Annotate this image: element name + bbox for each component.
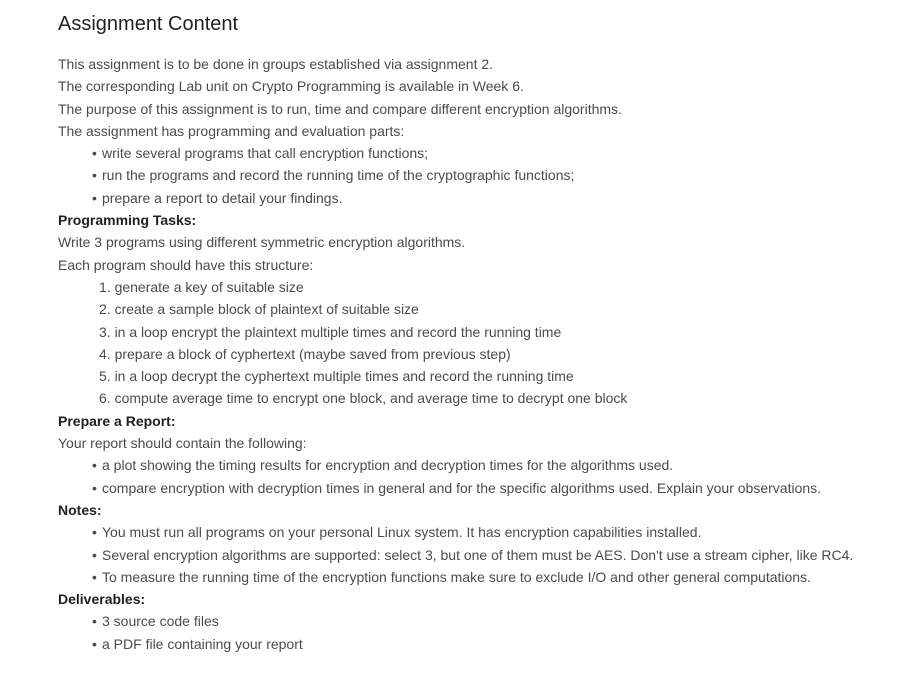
list-item-text: write several programs that call encryption functions; bbox=[102, 145, 429, 162]
steps-list bbox=[58, 276, 919, 410]
list-item bbox=[92, 477, 872, 499]
programming-line: Each program should have this structure: bbox=[58, 256, 314, 273]
list-item-text: 3 source code files bbox=[102, 613, 219, 630]
list-item-text: a PDF file containing your report bbox=[102, 635, 303, 652]
notes-heading: Notes: bbox=[58, 501, 102, 518]
step-item: 6. compute average time to encrypt one block, and average time to decrypt one block bbox=[99, 390, 628, 407]
list-item bbox=[92, 521, 872, 543]
list-item-text: To measure the running time of the encryption functions make sure to exclude I/O and other general computations. bbox=[102, 568, 811, 585]
bullet-icon: • bbox=[92, 546, 97, 563]
step-item: 2. create a sample block of plaintext of suitable size bbox=[99, 301, 419, 318]
bullet-icon: • bbox=[92, 457, 97, 474]
list-item bbox=[92, 544, 872, 566]
bullet-icon: • bbox=[92, 189, 97, 206]
page-title: Assignment Content bbox=[58, 13, 239, 35]
bullet-icon: • bbox=[92, 635, 97, 652]
list-item-text: a plot showing the timing results for encryption and decryption times for the algorithms used. bbox=[102, 457, 674, 474]
intro-line: The purpose of this assignment is to run, time and compare different encryption algorithms. bbox=[58, 100, 622, 117]
programming-heading: Programming Tasks: bbox=[58, 212, 197, 229]
notes-list bbox=[58, 521, 919, 588]
list-item bbox=[92, 142, 872, 164]
bullet-icon: • bbox=[92, 479, 97, 496]
list-item-text: You must run all programs on your personal Linux system. It has encryption capabilities installed. bbox=[102, 524, 702, 541]
list-item bbox=[92, 187, 872, 209]
deliverables-heading: Deliverables: bbox=[58, 591, 146, 608]
bullet-icon: • bbox=[92, 145, 97, 162]
list-item bbox=[92, 610, 872, 632]
list-item bbox=[92, 633, 872, 655]
list-item-text: run the programs and record the running time of the cryptographic functions; bbox=[102, 167, 575, 184]
report-heading: Prepare a Report: bbox=[58, 412, 176, 429]
bullet-icon: • bbox=[92, 613, 97, 630]
bullet-icon: • bbox=[92, 524, 97, 541]
list-item-text: compare encryption with decryption times in general and for the specific algorithms used. Explain your observations. bbox=[102, 479, 822, 496]
report-line: Your report should contain the following: bbox=[58, 435, 307, 452]
intro-line: This assignment is to be done in groups established via assignment 2. bbox=[58, 56, 494, 72]
deliverables-list bbox=[58, 610, 919, 655]
list-item bbox=[92, 164, 872, 186]
list-item-text: Several encryption algorithms are supported: select 3, but one of them must be AES. Don't use a stream cipher, like RC4. bbox=[102, 546, 854, 563]
list-item bbox=[92, 454, 872, 476]
bullet-icon: • bbox=[92, 568, 97, 585]
programming-line: Write 3 programs using different symmetric encryption algorithms. bbox=[58, 234, 466, 251]
bullet-icon: • bbox=[92, 167, 97, 184]
step-item: 3. in a loop encrypt the plaintext multiple times and record the running time bbox=[99, 323, 562, 340]
step-item: 4. prepare a block of cyphertext (maybe saved from previous step) bbox=[99, 345, 511, 362]
list-item-text: prepare a report to detail your findings. bbox=[102, 189, 343, 206]
step-item: 5. in a loop decrypt the cyphertext multiple times and record the running time bbox=[99, 368, 574, 385]
intro-line: The assignment has programming and evaluation parts: bbox=[58, 122, 405, 139]
step-item: 1. generate a key of suitable size bbox=[99, 278, 304, 295]
parts-list bbox=[58, 142, 919, 209]
intro-line: The corresponding Lab unit on Crypto Programming is available in Week 6. bbox=[58, 78, 524, 95]
report-list bbox=[58, 454, 919, 499]
list-item bbox=[92, 566, 872, 588]
